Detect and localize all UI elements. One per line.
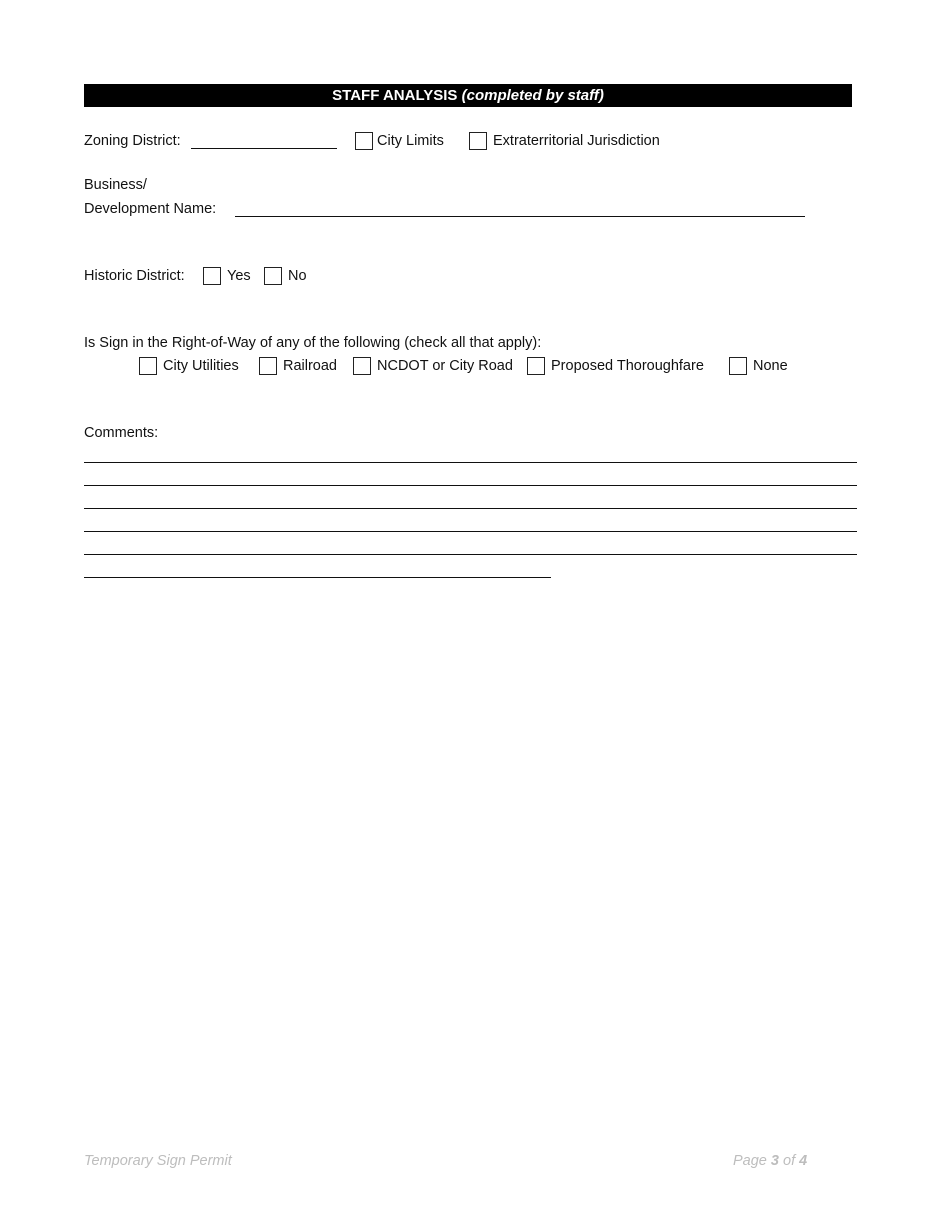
footer-document-title: Temporary Sign Permit bbox=[84, 1153, 232, 1169]
historic-yes-label: Yes bbox=[227, 268, 251, 284]
comments-line[interactable] bbox=[84, 531, 857, 532]
historic-district-label: Historic District: bbox=[84, 268, 185, 284]
footer-page-number bbox=[733, 1153, 807, 1169]
etj-label: Extraterritorial Jurisdiction bbox=[493, 133, 660, 149]
development-name-field[interactable] bbox=[235, 216, 805, 217]
comments-line[interactable] bbox=[84, 508, 857, 509]
page-prefix: Page bbox=[733, 1153, 767, 1169]
railroad-label: Railroad bbox=[283, 358, 337, 374]
proposed-thoroughfare-label: Proposed Thoroughfare bbox=[551, 358, 704, 374]
page-of: of bbox=[783, 1153, 796, 1169]
railroad-checkbox[interactable] bbox=[259, 357, 277, 375]
none-label: None bbox=[753, 358, 788, 374]
section-title: STAFF ANALYSIS bbox=[332, 87, 458, 104]
comments-label: Comments: bbox=[84, 425, 159, 441]
zoning-district-field[interactable] bbox=[191, 148, 337, 149]
comments-line[interactable] bbox=[84, 577, 551, 578]
comments-line[interactable] bbox=[84, 485, 857, 486]
none-checkbox[interactable] bbox=[729, 357, 747, 375]
ncdot-checkbox[interactable] bbox=[353, 357, 371, 375]
historic-no-label: No bbox=[288, 268, 307, 284]
zoning-district-label: Zoning District: bbox=[84, 133, 181, 149]
right-of-way-question: Is Sign in the Right-of-Way of any of the following (check all that apply): bbox=[84, 335, 542, 351]
section-header bbox=[84, 84, 852, 107]
section-title-note: (completed by staff) bbox=[461, 87, 604, 104]
historic-yes-checkbox[interactable] bbox=[203, 267, 221, 285]
page-total: 4 bbox=[799, 1153, 808, 1169]
city-limits-label: City Limits bbox=[377, 133, 444, 149]
city-limits-checkbox[interactable] bbox=[355, 132, 373, 150]
business-label: Business/ bbox=[84, 177, 147, 193]
comments-line[interactable] bbox=[84, 462, 857, 463]
proposed-thoroughfare-checkbox[interactable] bbox=[527, 357, 545, 375]
city-utilities-checkbox[interactable] bbox=[139, 357, 157, 375]
etj-checkbox[interactable] bbox=[469, 132, 487, 150]
comments-line[interactable] bbox=[84, 554, 857, 555]
historic-no-checkbox[interactable] bbox=[264, 267, 282, 285]
development-name-label: Development Name: bbox=[84, 201, 217, 217]
page-current: 3 bbox=[770, 1153, 779, 1169]
city-utilities-label: City Utilities bbox=[163, 358, 239, 374]
ncdot-label: NCDOT or City Road bbox=[377, 358, 513, 374]
